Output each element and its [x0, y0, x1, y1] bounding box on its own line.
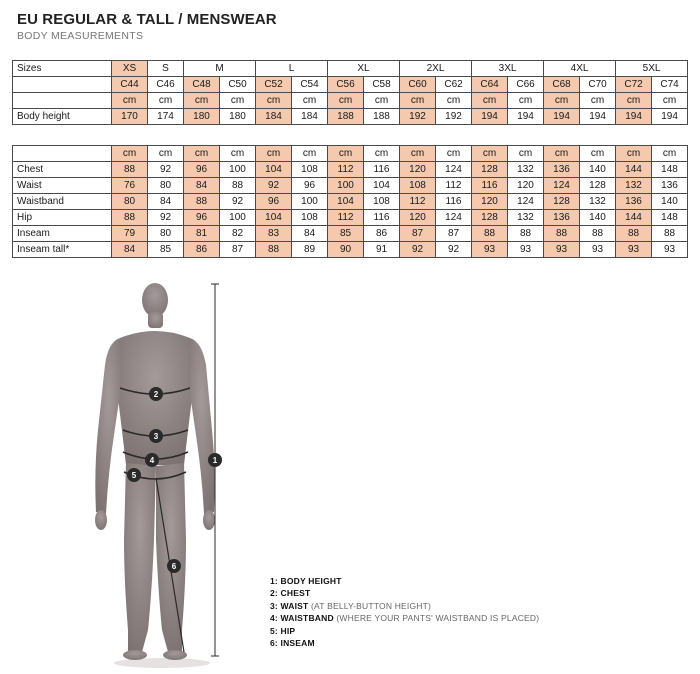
marker-3-label: 3	[153, 432, 159, 441]
measurement-cell: 128	[472, 210, 508, 226]
size-code-cell: C50	[220, 77, 256, 93]
body-height-cell: 188	[364, 109, 400, 125]
unit-cell: cm	[472, 146, 508, 162]
size-header-3xl: 3XL	[472, 61, 544, 77]
measurement-cell: 93	[472, 242, 508, 258]
unit-cell: cm	[436, 146, 472, 162]
marker-5-label: 5	[131, 471, 137, 480]
measurement-cell: 104	[256, 210, 292, 226]
measurement-cell: 88	[508, 226, 544, 242]
empty-cell	[13, 77, 112, 93]
measurement-cell: 85	[328, 226, 364, 242]
marker-2	[149, 387, 163, 401]
measurement-cell: 100	[220, 210, 256, 226]
unit-cell: cm	[184, 146, 220, 162]
unit-cell: cm	[184, 93, 220, 109]
measurement-row	[13, 210, 688, 226]
measurement-cell: 136	[616, 194, 652, 210]
measurement-cell: 84	[184, 178, 220, 194]
measurement-cell: 93	[580, 242, 616, 258]
page-subtitle: BODY MEASUREMENTS	[17, 30, 144, 42]
unit-cell: cm	[220, 93, 256, 109]
unit-cell: cm	[220, 146, 256, 162]
legend-item	[270, 600, 539, 612]
unit-cell: cm	[292, 93, 328, 109]
codes-row	[13, 77, 688, 93]
marker-1-label: 1	[212, 456, 218, 465]
measurement-cell: 84	[148, 194, 184, 210]
measurement-cell: 108	[292, 210, 328, 226]
measurement-label: Waist	[13, 178, 112, 194]
sizes-row	[13, 61, 688, 77]
measurement-cell: 88	[256, 242, 292, 258]
measurement-cell: 82	[220, 226, 256, 242]
legend-item	[270, 575, 539, 587]
measurement-cell: 116	[436, 194, 472, 210]
measurement-cell: 88	[616, 226, 652, 242]
marker-1	[208, 453, 222, 467]
body-height-cell: 192	[400, 109, 436, 125]
measurement-cell: 88	[580, 226, 616, 242]
measurement-row	[13, 242, 688, 258]
units-row	[13, 146, 688, 162]
measurement-cell: 124	[436, 162, 472, 178]
measurement-cell: 124	[436, 210, 472, 226]
measurement-cell: 89	[292, 242, 328, 258]
measurement-cell: 112	[328, 210, 364, 226]
unit-cell: cm	[580, 93, 616, 109]
unit-cell: cm	[508, 93, 544, 109]
measurement-cell: 81	[184, 226, 220, 242]
unit-cell: cm	[112, 93, 148, 109]
measurement-cell: 120	[400, 210, 436, 226]
measurement-row	[13, 178, 688, 194]
measurement-cell: 120	[508, 178, 544, 194]
measurement-cell: 140	[580, 162, 616, 178]
body-height-cell: 194	[508, 109, 544, 125]
unit-cell: cm	[148, 146, 184, 162]
measurement-label: Hip	[13, 210, 112, 226]
unit-cell: cm	[580, 146, 616, 162]
marker-3	[149, 429, 163, 443]
size-code-cell: C72	[616, 77, 652, 93]
body-height-cell: 170	[112, 109, 148, 125]
size-code-cell: C74	[652, 77, 688, 93]
measurement-cell: 96	[184, 162, 220, 178]
unit-cell: cm	[544, 93, 580, 109]
measurement-cell: 132	[508, 162, 544, 178]
legend-label: BODY HEIGHT	[280, 576, 342, 586]
measurement-cell: 108	[292, 162, 328, 178]
measurement-cell: 132	[616, 178, 652, 194]
size-code-cell: C52	[256, 77, 292, 93]
size-header-xs: XS	[112, 61, 148, 77]
measurement-cell: 132	[508, 210, 544, 226]
measurement-cell: 80	[148, 178, 184, 194]
size-header-5xl: 5XL	[616, 61, 688, 77]
measurement-cell: 84	[292, 226, 328, 242]
size-code-cell: C44	[112, 77, 148, 93]
page-title: EU REGULAR & TALL / MENSWEAR	[17, 11, 277, 28]
measurement-cell: 88	[544, 226, 580, 242]
body-height-cell: 174	[148, 109, 184, 125]
measurement-cell: 112	[436, 178, 472, 194]
size-header-s: S	[148, 61, 184, 77]
size-code-cell: C70	[580, 77, 616, 93]
empty-cell	[13, 93, 112, 109]
measurement-cell: 148	[652, 210, 688, 226]
measurement-cell: 140	[580, 210, 616, 226]
measurement-cell: 87	[400, 226, 436, 242]
measurement-cell: 86	[184, 242, 220, 258]
size-header-2xl: 2XL	[400, 61, 472, 77]
measurement-cell: 136	[652, 178, 688, 194]
measurement-cell: 116	[472, 178, 508, 194]
figure-shadow	[114, 658, 210, 668]
legend-note: (AT BELLY-BUTTON HEIGHT)	[311, 600, 432, 611]
legend-number: 4:	[270, 613, 278, 624]
body-height-cell: 194	[472, 109, 508, 125]
measurement-cell: 136	[544, 162, 580, 178]
measurement-cell: 136	[544, 210, 580, 226]
measurement-cell: 87	[436, 226, 472, 242]
unit-cell: cm	[400, 146, 436, 162]
measurement-cell: 96	[256, 194, 292, 210]
measurement-cell: 100	[292, 194, 328, 210]
legend-number: 2:	[270, 588, 278, 599]
sizes-label: Sizes	[13, 61, 112, 77]
measurement-cell: 92	[436, 242, 472, 258]
measurement-cell: 132	[580, 194, 616, 210]
measurement-cell: 92	[220, 194, 256, 210]
measurement-cell: 116	[364, 210, 400, 226]
legend-label: HIP	[280, 625, 296, 636]
measurement-cell: 93	[616, 242, 652, 258]
measurement-cell: 88	[472, 226, 508, 242]
unit-cell: cm	[472, 93, 508, 109]
size-header-xl: XL	[328, 61, 400, 77]
body-height-cell: 194	[652, 109, 688, 125]
unit-cell: cm	[652, 93, 688, 109]
measurement-cell: 83	[256, 226, 292, 242]
size-code-cell: C46	[148, 77, 184, 93]
unit-cell: cm	[148, 93, 184, 109]
measurement-cell: 104	[328, 194, 364, 210]
size-header-4xl: 4XL	[544, 61, 616, 77]
size-code-cell: C62	[436, 77, 472, 93]
sizes-table	[12, 60, 688, 125]
body-height-cell: 192	[436, 109, 472, 125]
human-silhouette	[95, 283, 215, 660]
measurement-label: Inseam	[13, 226, 112, 242]
legend-number: 6:	[270, 638, 278, 649]
measurement-cell: 116	[364, 162, 400, 178]
legend-label: WAISTBAND	[280, 613, 334, 624]
measurement-cell: 91	[364, 242, 400, 258]
measurement-cell: 104	[256, 162, 292, 178]
body-height-cell: 194	[580, 109, 616, 125]
size-code-cell: C58	[364, 77, 400, 93]
measurement-cell: 120	[400, 162, 436, 178]
measurement-cell: 92	[148, 210, 184, 226]
legend-number: 5:	[270, 625, 278, 636]
body-height-cell: 194	[616, 109, 652, 125]
size-code-cell: C60	[400, 77, 436, 93]
legend-item	[270, 625, 539, 637]
legend-item	[270, 587, 539, 599]
measurement-cell: 88	[220, 178, 256, 194]
measurement-cell: 112	[400, 194, 436, 210]
body-height-cell: 180	[184, 109, 220, 125]
unit-cell: cm	[616, 146, 652, 162]
legend-label: WAIST	[280, 600, 309, 611]
legend-number: 1:	[270, 576, 278, 586]
unit-cell: cm	[328, 93, 364, 109]
size-code-cell: C48	[184, 77, 220, 93]
measurement-cell: 108	[364, 194, 400, 210]
size-code-cell: C68	[544, 77, 580, 93]
measurement-cell: 88	[184, 194, 220, 210]
body-height-cell: 194	[544, 109, 580, 125]
measurements-table	[12, 145, 688, 258]
measurement-cell: 80	[148, 226, 184, 242]
measurement-cell: 90	[328, 242, 364, 258]
body-height-cell: 188	[328, 109, 364, 125]
marker-2-label: 2	[153, 390, 159, 399]
measurement-cell: 92	[148, 162, 184, 178]
unit-cell: cm	[652, 146, 688, 162]
empty-cell	[13, 146, 112, 162]
unit-cell: cm	[544, 146, 580, 162]
measurement-cell: 88	[652, 226, 688, 242]
measurement-cell: 93	[544, 242, 580, 258]
size-code-cell: C54	[292, 77, 328, 93]
measurement-cell: 128	[544, 194, 580, 210]
unit-cell: cm	[436, 93, 472, 109]
legend-number: 3:	[270, 600, 278, 611]
unit-cell: cm	[292, 146, 328, 162]
body-height-row	[13, 109, 688, 125]
measurement-cell: 124	[508, 194, 544, 210]
marker-6-label: 6	[171, 562, 177, 571]
measurement-cell: 93	[652, 242, 688, 258]
measurement-cell: 96	[292, 178, 328, 194]
measurement-cell: 92	[400, 242, 436, 258]
body-height-label: Body height	[13, 109, 112, 125]
measurement-cell: 104	[364, 178, 400, 194]
body-height-cell: 184	[292, 109, 328, 125]
measurement-cell: 140	[652, 194, 688, 210]
measurement-row	[13, 162, 688, 178]
measurement-cell: 112	[328, 162, 364, 178]
measurement-cell: 100	[328, 178, 364, 194]
body-figure	[90, 280, 250, 670]
size-header-m: M	[184, 61, 256, 77]
size-code-cell: C56	[328, 77, 364, 93]
measurement-legend	[270, 575, 539, 649]
marker-4-label: 4	[149, 456, 155, 465]
measurement-label: Waistband	[13, 194, 112, 210]
legend-item	[270, 637, 539, 649]
legend-item	[270, 612, 539, 624]
marker-4	[145, 453, 159, 467]
measurement-cell: 144	[616, 210, 652, 226]
size-header-l: L	[256, 61, 328, 77]
measurement-cell: 93	[508, 242, 544, 258]
measurement-cell: 79	[112, 226, 148, 242]
unit-cell: cm	[616, 93, 652, 109]
measurement-cell: 128	[472, 162, 508, 178]
measurement-cell: 88	[112, 210, 148, 226]
unit-cell: cm	[112, 146, 148, 162]
measurement-row	[13, 194, 688, 210]
legend-label: INSEAM	[280, 638, 315, 649]
measurement-cell: 88	[112, 162, 148, 178]
legend-note: (WHERE YOUR PANTS' WAISTBAND IS PLACED)	[336, 613, 540, 624]
unit-cell: cm	[328, 146, 364, 162]
body-height-cell: 184	[256, 109, 292, 125]
measurement-cell: 120	[472, 194, 508, 210]
measurement-label: Inseam tall*	[13, 242, 112, 258]
size-code-cell: C64	[472, 77, 508, 93]
measurement-cell: 108	[400, 178, 436, 194]
measurement-cell: 76	[112, 178, 148, 194]
measurement-cell: 87	[220, 242, 256, 258]
measurement-cell: 86	[364, 226, 400, 242]
size-code-cell: C66	[508, 77, 544, 93]
measurement-label: Chest	[13, 162, 112, 178]
units-row	[13, 93, 688, 109]
measurement-cell: 96	[184, 210, 220, 226]
measurement-cell: 92	[256, 178, 292, 194]
measurement-row	[13, 226, 688, 242]
marker-5	[127, 468, 141, 482]
measurement-cell: 144	[616, 162, 652, 178]
measurement-cell: 85	[148, 242, 184, 258]
measurement-cell: 80	[112, 194, 148, 210]
unit-cell: cm	[256, 93, 292, 109]
unit-cell: cm	[256, 146, 292, 162]
unit-cell: cm	[364, 146, 400, 162]
measurement-cell: 100	[220, 162, 256, 178]
body-height-cell: 180	[220, 109, 256, 125]
unit-cell: cm	[400, 93, 436, 109]
marker-6	[167, 559, 181, 573]
unit-cell: cm	[508, 146, 544, 162]
measurement-cell: 148	[652, 162, 688, 178]
measurement-cell: 124	[544, 178, 580, 194]
measurement-cell: 84	[112, 242, 148, 258]
legend-label: CHEST	[280, 588, 311, 599]
measurement-cell: 128	[580, 178, 616, 194]
unit-cell: cm	[364, 93, 400, 109]
